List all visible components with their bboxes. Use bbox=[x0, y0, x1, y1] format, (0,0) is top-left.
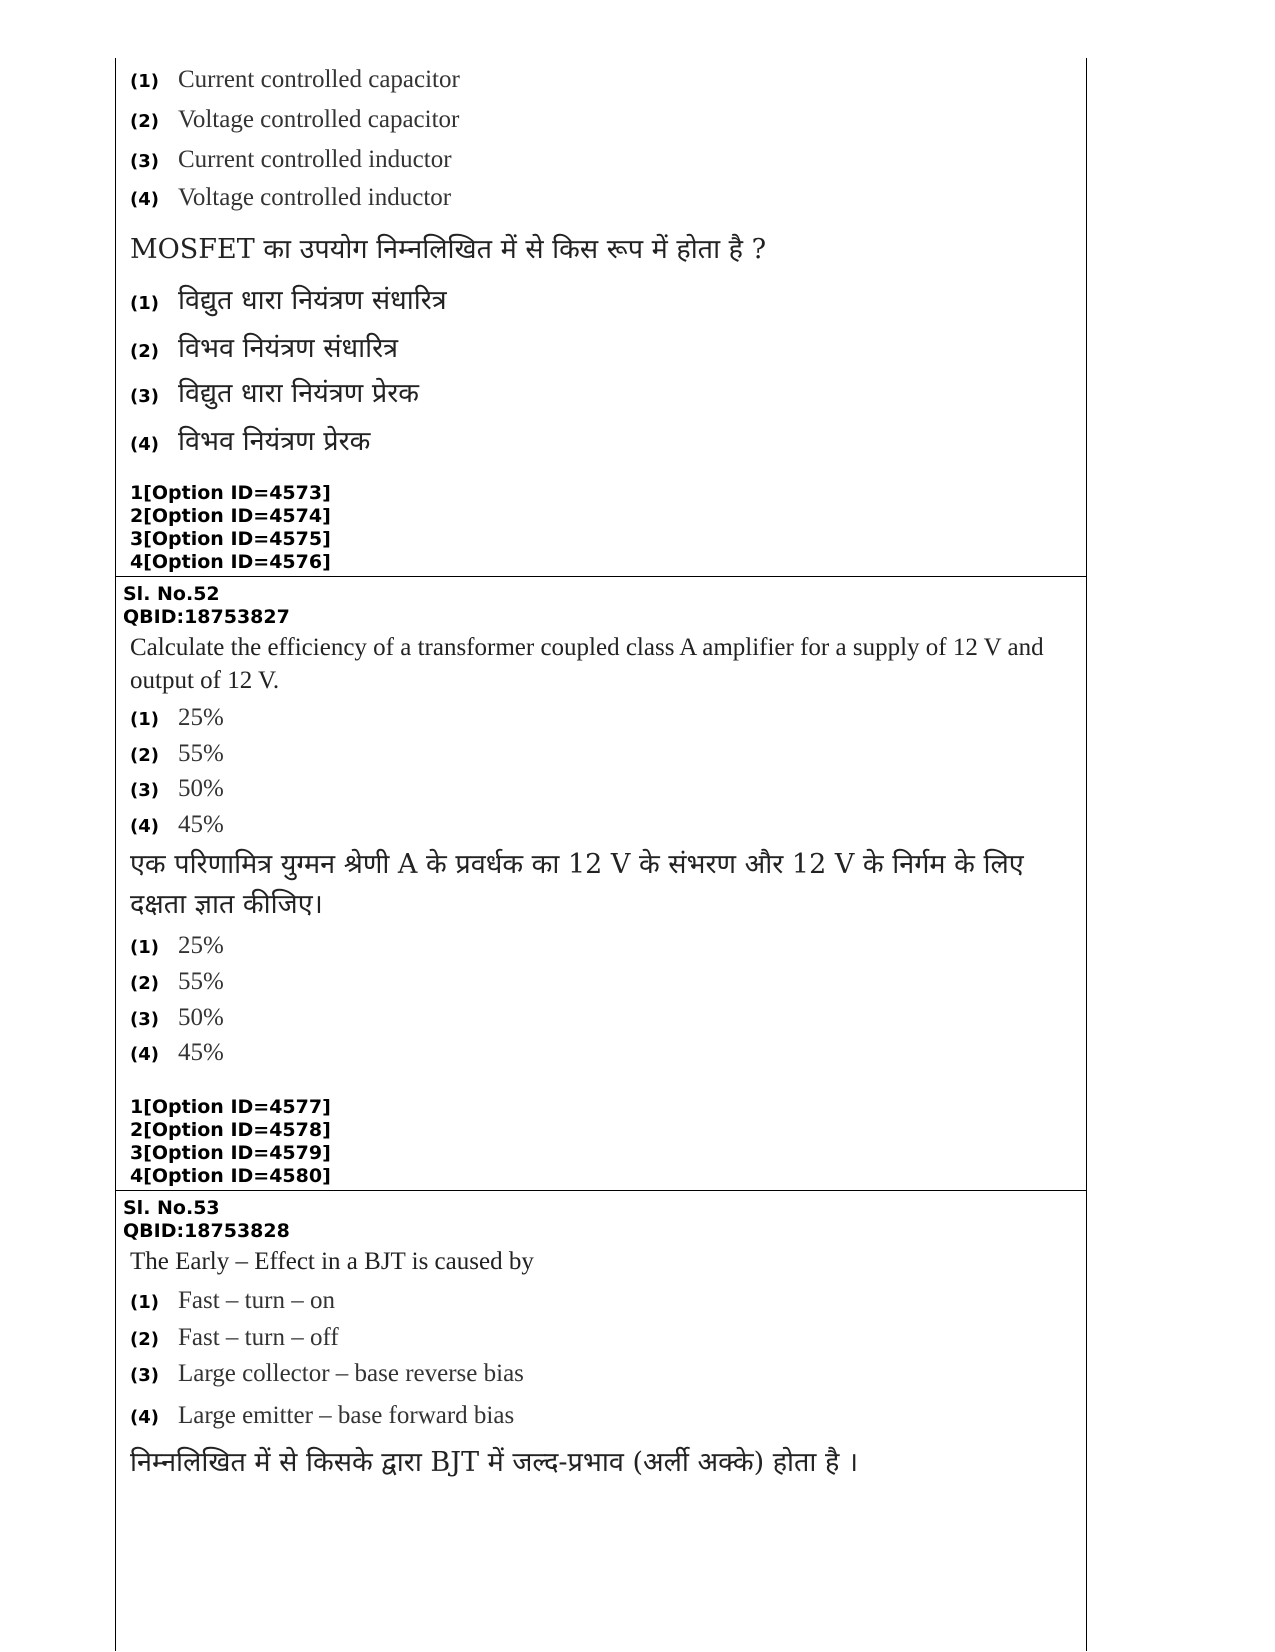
option-number: (4) bbox=[130, 1407, 159, 1428]
option-number: (3) bbox=[130, 1009, 159, 1030]
option-id: 1[Option ID=4573] bbox=[130, 482, 331, 504]
option-en-3 bbox=[130, 146, 452, 174]
option-number: (1) bbox=[130, 937, 159, 958]
option-number: (2) bbox=[130, 973, 159, 994]
option-number: (2) bbox=[130, 1329, 159, 1350]
option-text: Fast – turn – on bbox=[178, 1287, 335, 1314]
option-en-4 bbox=[130, 811, 224, 839]
option-text: विभव नियंत्रण प्रेरक bbox=[178, 426, 371, 457]
serial-number: Sl. No.52 bbox=[123, 583, 220, 605]
option-text: 45% bbox=[178, 811, 224, 838]
question-stem-english: The Early – Effect in a BJT is caused by bbox=[130, 1248, 534, 1275]
question-frame bbox=[115, 58, 1087, 1651]
option-hi-1 bbox=[130, 932, 224, 960]
option-hi-4 bbox=[130, 421, 370, 458]
option-number: (1) bbox=[130, 71, 159, 92]
option-number: (4) bbox=[130, 189, 159, 210]
option-hi-3 bbox=[130, 373, 419, 410]
option-en-2 bbox=[130, 1324, 339, 1352]
question-53 bbox=[116, 1190, 1086, 1652]
qbid: QBID:18753827 bbox=[123, 606, 290, 628]
option-id-list bbox=[123, 482, 331, 574]
option-en-3 bbox=[130, 775, 224, 803]
option-number: (3) bbox=[130, 151, 159, 172]
option-text: Voltage controlled capacitor bbox=[178, 106, 460, 133]
option-number: (4) bbox=[130, 1044, 159, 1065]
option-hi-2 bbox=[130, 328, 398, 365]
option-number: (1) bbox=[130, 709, 159, 730]
option-id: 2[Option ID=4574] bbox=[130, 505, 331, 527]
option-number: (3) bbox=[130, 780, 159, 801]
option-text: विभव नियंत्रण संधारित्र bbox=[178, 333, 399, 364]
option-id: 2[Option ID=4578] bbox=[130, 1119, 331, 1141]
option-en-4 bbox=[130, 184, 451, 212]
option-en-3 bbox=[130, 1360, 524, 1388]
option-text: विद्युत धारा नियंत्रण संधारित्र bbox=[178, 285, 447, 316]
option-number: (4) bbox=[130, 816, 159, 837]
option-number: (3) bbox=[130, 386, 159, 407]
option-en-2 bbox=[130, 740, 224, 768]
qbid: QBID:18753828 bbox=[123, 1220, 290, 1242]
option-id-list bbox=[123, 1096, 331, 1188]
option-text: Large collector – base reverse bias bbox=[178, 1360, 524, 1387]
question-header bbox=[116, 583, 290, 629]
option-hi-1 bbox=[130, 280, 447, 317]
option-number: (1) bbox=[130, 1292, 159, 1313]
option-number: (2) bbox=[130, 111, 159, 132]
option-hi-4 bbox=[130, 1039, 224, 1067]
question-stem-hindi: एक परिणामित्र युग्मन श्रेणी A के प्रवर्धक का 12 V के संभरण और 12 V के निर्गम के लिए दक्षता ज्ञात कीजिए। bbox=[130, 849, 1024, 920]
option-text: Voltage controlled inductor bbox=[178, 184, 452, 211]
question-51 bbox=[116, 58, 1086, 576]
option-hi-2 bbox=[130, 968, 224, 996]
question-stem-hindi: MOSFET का उपयोग निम्नलिखित में से किस रूप में होता है ? bbox=[130, 234, 767, 265]
option-text: Fast – turn – off bbox=[178, 1324, 339, 1351]
option-en-4 bbox=[130, 1402, 514, 1430]
option-hi-3 bbox=[130, 1004, 224, 1032]
option-text: 25% bbox=[178, 932, 224, 959]
option-text: Current controlled capacitor bbox=[178, 66, 460, 93]
option-number: (2) bbox=[130, 341, 159, 362]
option-en-2 bbox=[130, 106, 459, 134]
option-text: 50% bbox=[178, 1004, 224, 1031]
option-id: 1[Option ID=4577] bbox=[130, 1096, 331, 1118]
option-number: (2) bbox=[130, 745, 159, 766]
question-header bbox=[116, 1197, 290, 1243]
option-text: 45% bbox=[178, 1039, 224, 1066]
option-text: 55% bbox=[178, 740, 224, 767]
option-id: 4[Option ID=4576] bbox=[130, 551, 331, 573]
option-en-1 bbox=[130, 1287, 335, 1315]
option-id: 4[Option ID=4580] bbox=[130, 1165, 331, 1187]
option-text: 55% bbox=[178, 968, 224, 995]
option-text: 25% bbox=[178, 704, 224, 731]
option-id: 3[Option ID=4579] bbox=[130, 1142, 331, 1164]
option-text: Current controlled inductor bbox=[178, 146, 452, 173]
option-number: (3) bbox=[130, 1365, 159, 1386]
option-text: विद्युत धारा नियंत्रण प्रेरक bbox=[178, 378, 419, 409]
option-text: Large emitter – base forward bias bbox=[178, 1402, 515, 1429]
option-en-1 bbox=[130, 704, 224, 732]
question-52 bbox=[116, 576, 1086, 1191]
option-number: (4) bbox=[130, 434, 159, 455]
question-stem-english: Calculate the efficiency of a transformer coupled class A amplifier for a supply of 12 V and output of 12 V. bbox=[130, 634, 1044, 694]
option-number: (1) bbox=[130, 293, 159, 314]
option-text: 50% bbox=[178, 775, 224, 802]
option-en-1 bbox=[130, 66, 460, 94]
serial-number: Sl. No.53 bbox=[123, 1197, 220, 1219]
option-id: 3[Option ID=4575] bbox=[130, 528, 331, 550]
question-stem-hindi: निम्नलिखित में से किसके द्वारा BJT में जल्द-प्रभाव (अर्ली अक्के) होता है । bbox=[130, 1447, 859, 1478]
